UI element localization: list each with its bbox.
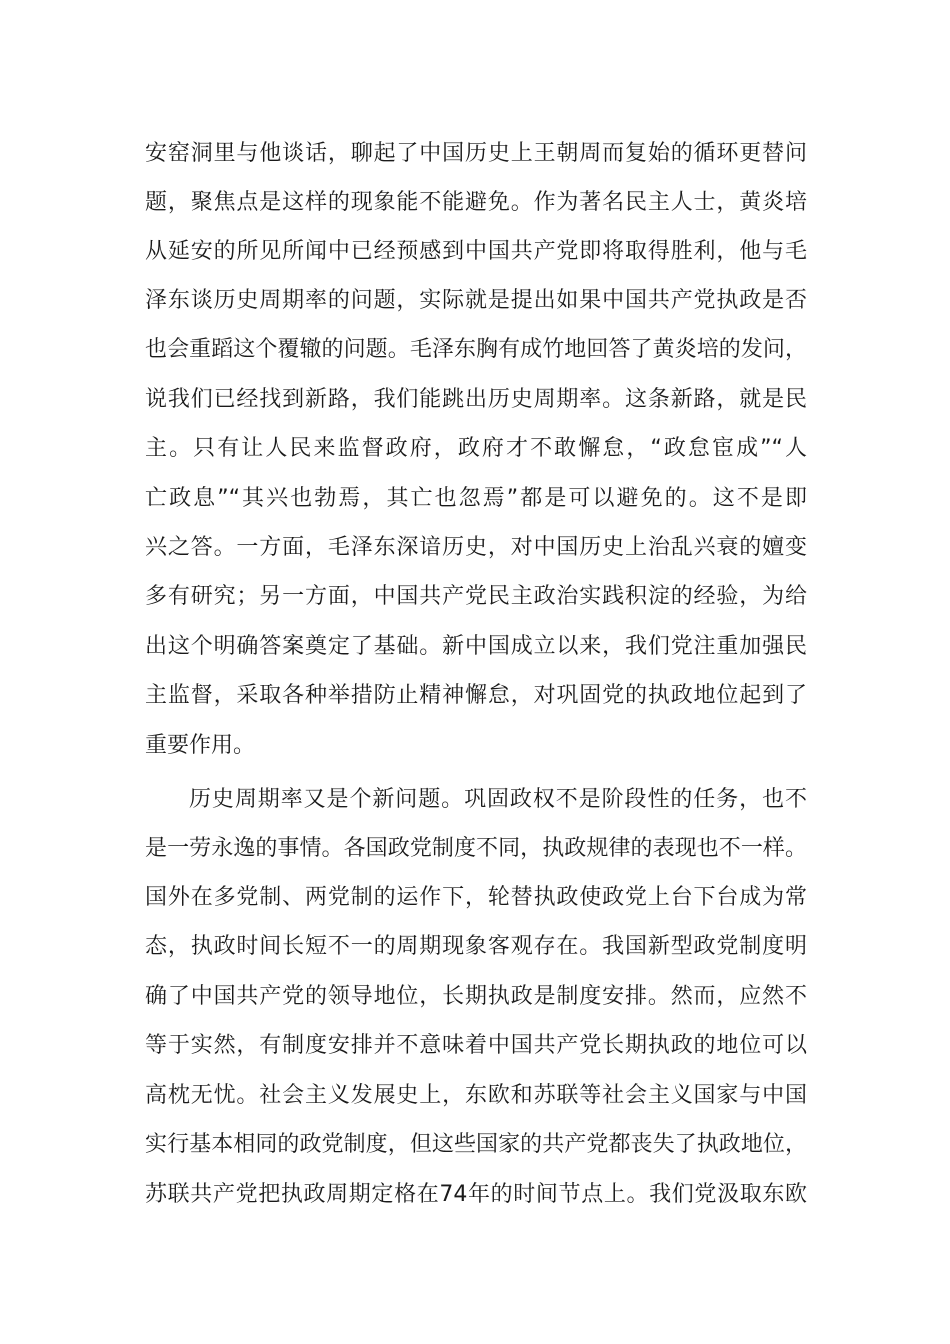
text-line: 等于实然，有制度安排并不意味着中国共产党长期执政的地位可以: [145, 1033, 807, 1058]
text-line: 重要作用。: [145, 733, 256, 758]
text-line: 出这个明确答案奠定了基础。新中国成立以来，我们党注重加强民: [145, 634, 807, 659]
text-line: 国外在多党制、两党制的运作下，轮替执政使政党上台下台成为常: [145, 885, 807, 910]
text-line: 主。只有让人民来监督政府，政府才不敢懈怠，“政怠宦成”“人: [145, 436, 807, 461]
text-line: 是一劳永逸的事情。各国政党制度不同，执政规律的表现也不一样。: [145, 836, 807, 861]
text-line: 苏联共产党把执政周期定格在74年的时间节点上。我们党汲取东欧: [145, 1182, 807, 1207]
text-line: 兴之答。一方面，毛泽东深谙历史，对中国历史上治乱兴衰的嬗变: [145, 535, 807, 560]
text-line: 多有研究；另一方面，中国共产党民主政治实践积淀的经验，为给: [145, 584, 807, 609]
text-line: 实行基本相同的政党制度，但这些国家的共产党都丧失了执政地位，: [145, 1132, 807, 1157]
text-line: 也会重蹈这个覆辙的问题。毛泽东胸有成竹地回答了黄炎培的发问，: [145, 337, 807, 362]
paragraph-first-line: 历史周期率又是个新问题。巩固政权不是阶段性的任务，也不: [189, 787, 807, 812]
text-line: 题，聚焦点是这样的现象能不能避免。作为著名民主人士，黄炎培: [145, 190, 807, 215]
text-line: 态，执政时间长短不一的周期现象客观存在。我国新型政党制度明: [145, 934, 807, 959]
text-line: 主监督，采取各种举措防止精神懈怠，对巩固党的执政地位起到了: [145, 683, 807, 708]
text-line: 安窑洞里与他谈话，聊起了中国历史上王朝周而复始的循环更替问: [145, 141, 807, 166]
text-line: 泽东谈历史周期率的问题，实际就是提出如果中国共产党执政是否: [145, 288, 807, 313]
text-line: 高枕无忧。社会主义发展史上，东欧和苏联等社会主义国家与中国: [145, 1083, 807, 1108]
text-line: 说我们已经找到新路，我们能跳出历史周期率。这条新路，就是民: [145, 387, 807, 412]
text-line: 确了中国共产党的领导地位，长期执政是制度安排。然而，应然不: [145, 984, 807, 1009]
text-line: 亡政息”“其兴也勃焉，其亡也忽焉”都是可以避免的。这不是即: [145, 486, 807, 511]
text-line: 从延安的所见所闻中已经预感到中国共产党即将取得胜利，他与毛: [145, 239, 807, 264]
